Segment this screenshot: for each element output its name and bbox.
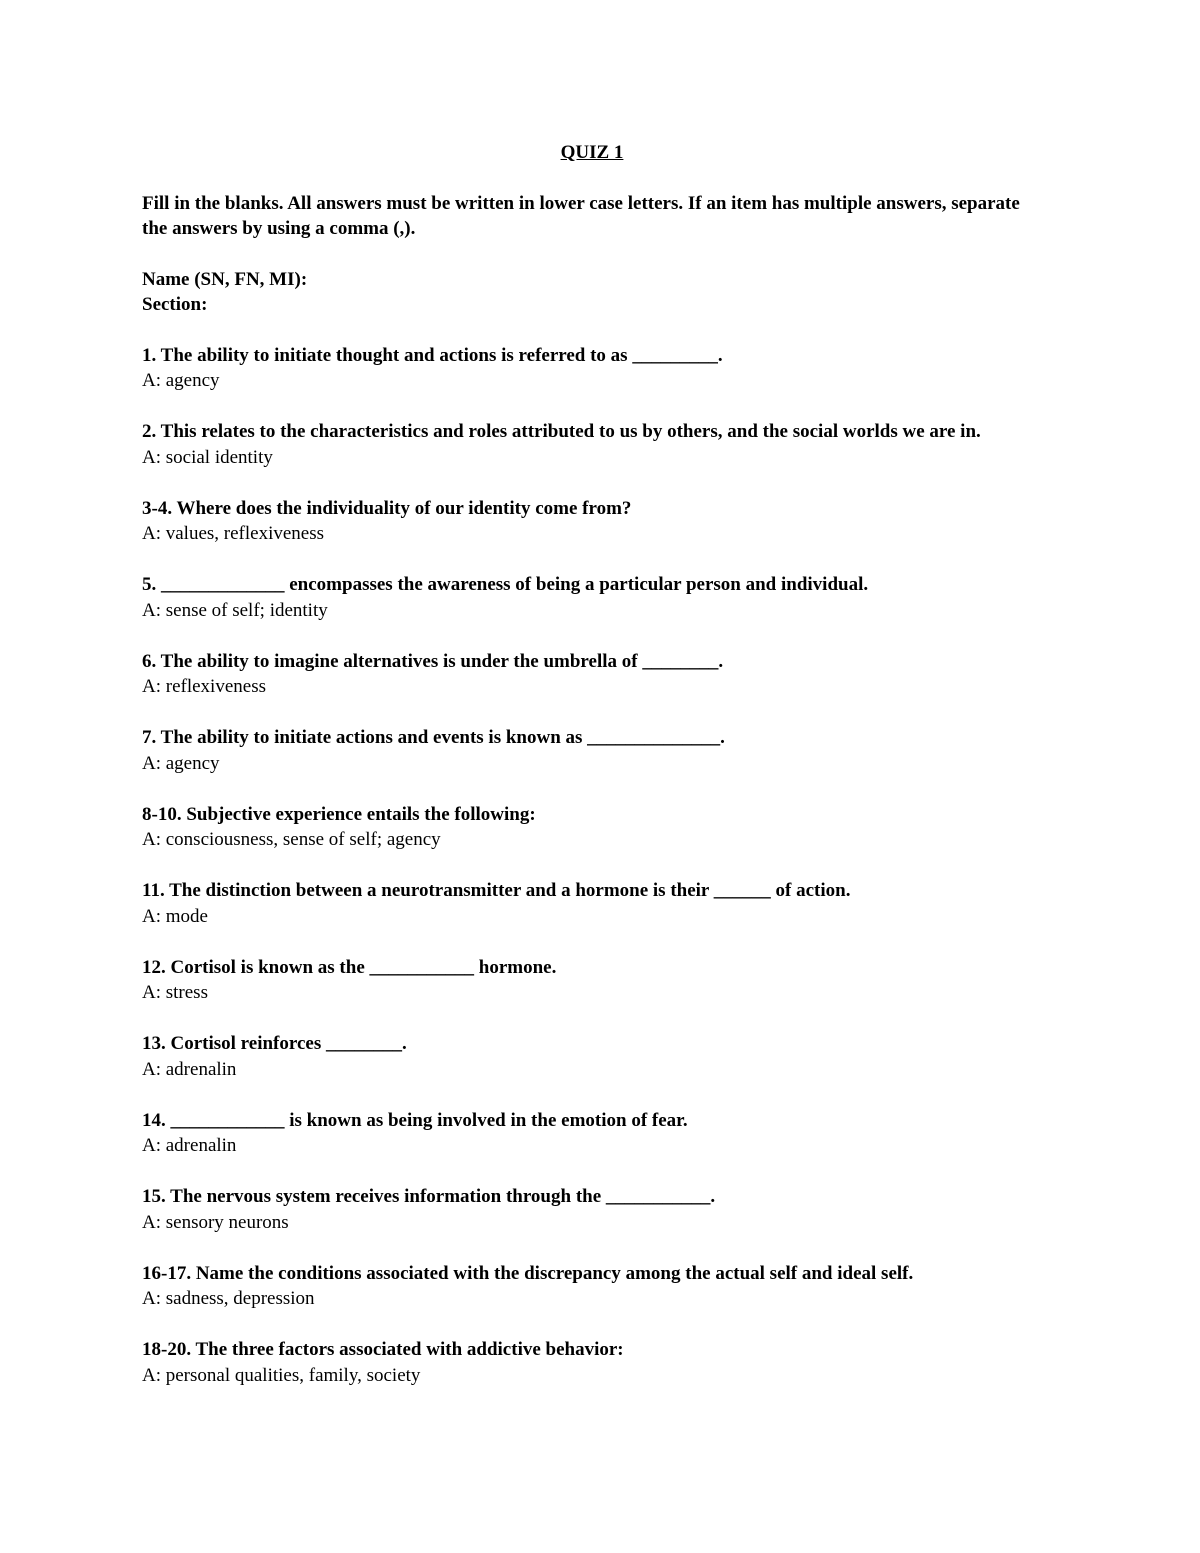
question-text: 6. The ability to imagine alternatives is under the umbrella of ________. <box>142 650 724 672</box>
question-item-14 <box>142 1108 1042 1159</box>
question-item-11 <box>142 878 1042 929</box>
question-item-15 <box>142 1184 1042 1235</box>
answer-text: A: stress <box>142 982 208 1003</box>
question-text: 5. _____________ encompasses the awareness of being a particular person and individual. <box>142 574 869 595</box>
answer-text: A: reflexiveness <box>142 676 266 697</box>
question-text: 7. The ability to initiate actions and events is known as ______________. <box>142 727 725 748</box>
question-item-13 <box>142 1031 1042 1082</box>
answer-text: A: sense of self; identity <box>142 599 328 621</box>
answer-text: A: adrenalin <box>142 1135 237 1156</box>
question-text: 15. The nervous system receives information through the ___________. <box>142 1186 716 1207</box>
question-text: 16-17. Name the conditions associated with the discrepancy among the actual self and ideal self. <box>142 1262 914 1284</box>
question-text: 13. Cortisol reinforces ________. <box>142 1033 407 1054</box>
student-info <box>142 267 1042 318</box>
question-item-1 <box>142 343 1042 394</box>
question-item-7 <box>142 725 1042 776</box>
answer-text: A: social identity <box>142 446 273 468</box>
answer-text: A: personal qualities, family, society <box>142 1364 421 1386</box>
answer-text: A: values, reflexiveness <box>142 523 325 544</box>
question-item-8-10 <box>142 802 1042 853</box>
answer-text: A: mode <box>142 905 208 927</box>
answer-text: A: sadness, depression <box>142 1288 315 1309</box>
question-text: 8-10. Subjective experience entails the following: <box>142 803 536 825</box>
question-item-2 <box>142 419 1042 470</box>
question-text: 2. This relates to the characteristics and roles attributed to us by others, and the social worlds we are in. <box>142 421 981 442</box>
answer-text: A: agency <box>142 370 220 391</box>
question-item-18-20 <box>142 1337 1042 1388</box>
question-list <box>142 343 1042 1389</box>
question-text: 14. ____________ is known as being involved in the emotion of fear. <box>142 1109 688 1131</box>
question-item-12 <box>142 955 1042 1006</box>
section-label: Section: <box>142 294 208 315</box>
question-text: 3-4. Where does the individuality of our identity come from? <box>142 497 632 519</box>
question-text: 1. The ability to initiate thought and actions is referred to as _________. <box>142 344 723 366</box>
question-text: 12. Cortisol is known as the ___________ hormone. <box>142 956 557 978</box>
answer-text: A: adrenalin <box>142 1058 237 1080</box>
name-label: Name (SN, FN, MI): <box>142 268 308 290</box>
answer-text: A: sensory neurons <box>142 1211 289 1233</box>
question-text: 18-20. The three factors associated with addictive behavior: <box>142 1339 624 1360</box>
quiz-title: QUIZ 1 <box>560 142 624 163</box>
question-item-16-17 <box>142 1261 1042 1312</box>
question-text: 11. The distinction between a neurotransmitter and a hormone is their ______ of action. <box>142 880 851 901</box>
quiz-document <box>142 140 1042 1414</box>
question-item-6 <box>142 649 1042 700</box>
answer-text: A: agency <box>142 752 220 774</box>
question-item-5 <box>142 572 1042 623</box>
question-item-3-4 <box>142 496 1042 547</box>
answer-text: A: consciousness, sense of self; agency <box>142 829 441 850</box>
instructions: Fill in the blanks. All answers must be written in lower case letters. If an item has multiple answers, separate the answers by using a comma (,). <box>142 192 1020 239</box>
